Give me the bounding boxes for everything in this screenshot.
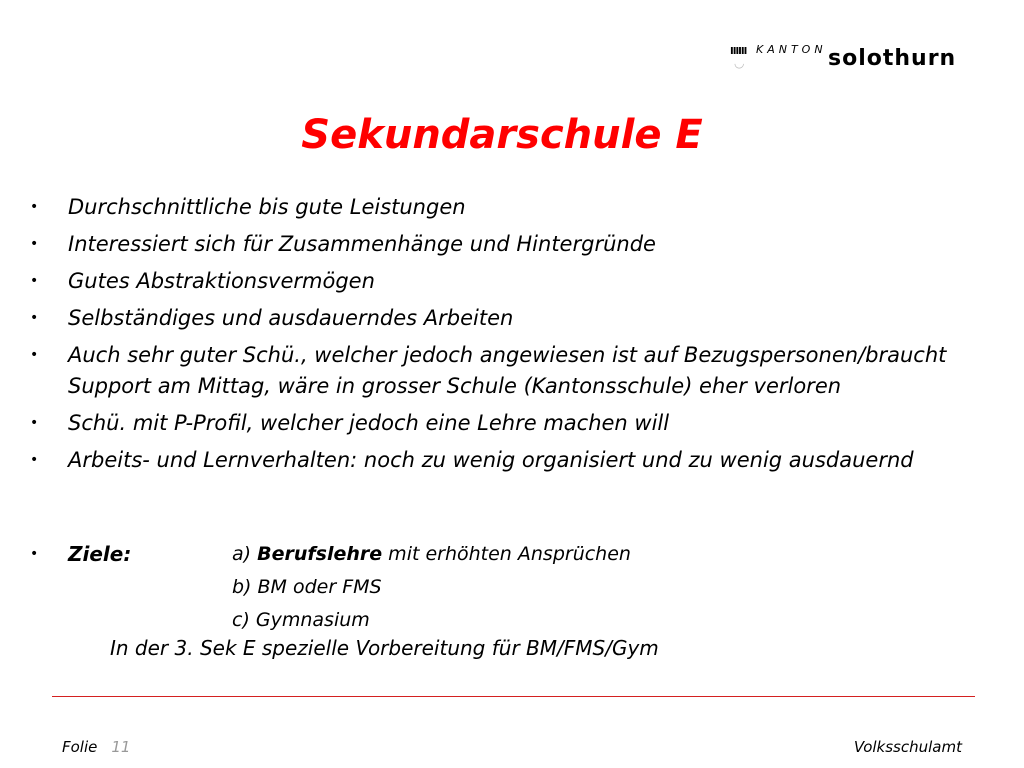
goal-item-c: c) Gymnasium: [232, 609, 370, 631]
bullet-item: [30, 229, 980, 260]
logo-solothurn-text: solothurn: [828, 46, 957, 71]
goals-note: In der 3. Sek E spezielle Vorbereitung für BM/FMS/Gym: [110, 636, 659, 660]
slide-title: Sekundarschule E: [301, 112, 703, 158]
goal-item-b: b) BM oder FMS: [232, 576, 382, 598]
bullet-dot-icon: •: [30, 347, 39, 363]
bullet-text: Selbständiges und ausdauerndes Arbeiten: [68, 306, 514, 330]
bullet-text: Auch sehr guter Schü., welcher jedoch angewiesen ist auf Bezugspersonen/braucht Support am Mittag, wäre in grosser Schule (Kantonsschule) eher verloren: [68, 343, 947, 398]
goal-a-prefix: a): [232, 543, 258, 565]
bullet-text: Gutes Abstraktionsvermögen: [68, 269, 375, 293]
goal-a-bold: Berufslehre: [257, 543, 383, 565]
logo-mark-icon: ◡: [734, 56, 745, 70]
goal-a-suffix: mit erhöhten Ansprüchen: [382, 543, 631, 565]
bullet-dot-icon: •: [30, 452, 39, 468]
goals-row-a: [30, 540, 980, 573]
footer-slide-number: 11: [111, 738, 131, 756]
bullet-item: [30, 266, 980, 297]
bullet-item: [30, 340, 980, 402]
bullet-text: Durchschnittliche bis gute Leistungen: [68, 195, 466, 219]
footer-divider: [52, 696, 975, 697]
footer-slide-info: [62, 738, 130, 756]
bullet-item: [30, 445, 980, 476]
goals-row-b: [30, 573, 980, 606]
bullet-dot-icon: •: [30, 273, 39, 289]
bullet-text: Arbeits- und Lernverhalten: noch zu wenig organisiert und zu wenig ausdauernd: [68, 448, 914, 472]
bullet-dot-icon: •: [30, 199, 39, 215]
bullet-text: Schü. mit P-Profil, welcher jedoch eine Lehre machen will: [68, 411, 670, 435]
goals-label: Ziele:: [68, 542, 132, 566]
bullet-dot-icon: •: [30, 546, 39, 562]
kanton-solothurn-logo: [728, 40, 988, 76]
bullet-dot-icon: •: [30, 236, 39, 252]
logo-stripes: IIIIII: [730, 46, 747, 57]
bullet-item: [30, 192, 980, 223]
goals-section: [30, 540, 980, 660]
bullet-list: [30, 192, 980, 482]
bullet-item: [30, 408, 980, 439]
bullet-dot-icon: •: [30, 415, 39, 431]
bullet-text: Interessiert sich für Zusammenhänge und Hintergründe: [68, 232, 656, 256]
bullet-dot-icon: •: [30, 310, 39, 326]
logo-kanton-text: KANTON: [756, 43, 827, 56]
goals-row-c: [30, 606, 980, 639]
goal-item-a: [232, 540, 631, 568]
footer-organization: Volksschulamt: [853, 738, 962, 756]
footer-slide-label: Folie: [62, 738, 98, 756]
bullet-item: [30, 303, 980, 334]
